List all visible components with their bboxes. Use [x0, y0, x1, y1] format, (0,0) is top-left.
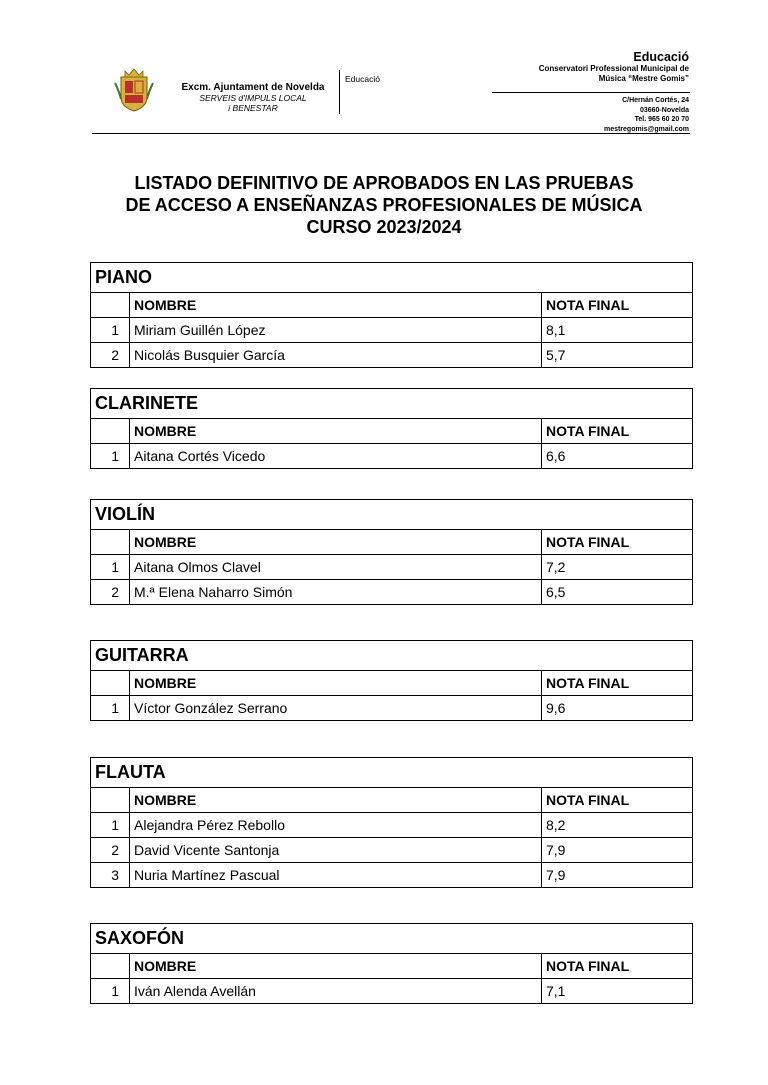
grade-header: NOTA FINAL [542, 419, 693, 444]
final-grade: 6,5 [542, 580, 693, 605]
final-grade: 5,7 [542, 343, 693, 368]
table-row [91, 696, 693, 721]
phone-number: Tel. 965 60 20 70 [634, 116, 689, 123]
section-flauta [90, 757, 692, 888]
department-label-left: Educació [345, 74, 380, 84]
table-row [91, 343, 693, 368]
index-header [91, 419, 130, 444]
student-name: Aitana Cortés Vicedo [130, 444, 542, 469]
row-index: 2 [91, 343, 130, 368]
instrument-title: CLARINETE [91, 389, 693, 419]
section-clarinete [90, 388, 692, 469]
name-header: NOMBRE [130, 954, 542, 979]
row-index: 1 [91, 979, 130, 1004]
row-index: 1 [91, 696, 130, 721]
department-label-right: Educació [633, 50, 689, 64]
name-header: NOMBRE [130, 788, 542, 813]
final-grade: 7,9 [542, 863, 693, 888]
row-index: 3 [91, 863, 130, 888]
title-line-1: LISTADO DEFINITIVO DE APROBADOS EN LAS PRUEBAS [134, 173, 634, 193]
index-header [91, 671, 130, 696]
row-index: 1 [91, 555, 130, 580]
instrument-title: FLAUTA [91, 758, 693, 788]
student-name: Aitana Olmos Clavel [130, 555, 542, 580]
address-line-2: 03660-Novelda [639, 106, 689, 114]
table-row [91, 444, 693, 469]
grade-header: NOTA FINAL [542, 530, 693, 555]
org-subtitle-2: i BENESTAR [228, 103, 278, 113]
results-table [90, 757, 693, 888]
final-grade: 8,1 [542, 318, 693, 343]
grade-header: NOTA FINAL [542, 671, 693, 696]
letterhead [0, 0, 768, 140]
student-name: M.ª Elena Naharro Simón [130, 580, 542, 605]
grade-header: NOTA FINAL [542, 788, 693, 813]
student-name: Miriam Guillén López [130, 318, 542, 343]
instrument-title: GUITARRA [91, 641, 693, 671]
conservatori-line-2: Música “Mestre Gomis” [598, 74, 689, 83]
name-header: NOMBRE [130, 419, 542, 444]
contact-block [604, 96, 689, 134]
final-grade: 9,6 [542, 696, 693, 721]
results-table [90, 923, 693, 1004]
section-guitarra [90, 640, 692, 721]
row-index: 1 [91, 813, 130, 838]
results-table [90, 262, 693, 368]
title-line-2: DE ACCESO A ENSEÑANZAS PROFESIONALES DE MÚSICA [125, 195, 643, 215]
name-header: NOMBRE [130, 671, 542, 696]
index-header [91, 954, 130, 979]
table-row [91, 979, 693, 1004]
student-name: David Vicente Santonja [130, 838, 542, 863]
final-grade: 7,2 [542, 555, 693, 580]
table-row [91, 318, 693, 343]
title-line-3: CURSO 2023/2024 [306, 217, 462, 237]
header-rule-short [492, 92, 690, 93]
student-name: Iván Alenda Avellán [130, 979, 542, 1004]
conservatori-block [539, 50, 689, 84]
address-line-1: C/Hernán Cortés, 24 [622, 97, 689, 104]
instrument-title: SAXOFÓN [91, 924, 693, 954]
table-row [91, 555, 693, 580]
results-table [90, 499, 693, 605]
results-table [90, 640, 693, 721]
final-grade: 8,2 [542, 813, 693, 838]
name-header: NOMBRE [130, 530, 542, 555]
coat-of-arms-icon [113, 67, 155, 113]
table-row [91, 863, 693, 888]
table-row [91, 580, 693, 605]
org-subtitle-1: SERVEIS d'IMPULS LOCAL [199, 93, 307, 103]
student-name: Nuria Martínez Pascual [130, 863, 542, 888]
row-index: 1 [91, 444, 130, 469]
row-index: 2 [91, 580, 130, 605]
grade-header: NOTA FINAL [542, 954, 693, 979]
index-header [91, 530, 130, 555]
final-grade: 6,6 [542, 444, 693, 469]
row-index: 2 [91, 838, 130, 863]
final-grade: 7,1 [542, 979, 693, 1004]
table-row [91, 813, 693, 838]
section-saxofon [90, 923, 692, 1004]
header-rule-long [92, 133, 690, 134]
email-address: mestregomis@gmail.com [603, 125, 689, 133]
header-divider [339, 70, 340, 114]
student-name: Alejandra Pérez Rebollo [130, 813, 542, 838]
student-name: Nicolás Busquier García [130, 343, 542, 368]
org-name: Excm. Ajuntament de Novelda [181, 82, 325, 93]
index-header [91, 788, 130, 813]
results-table [90, 388, 693, 469]
table-row [91, 838, 693, 863]
row-index: 1 [91, 318, 130, 343]
index-header [91, 293, 130, 318]
conservatori-line-1: Conservatori Professional Municipal de [538, 64, 689, 73]
name-header: NOMBRE [130, 293, 542, 318]
section-piano [90, 262, 692, 368]
page-title [60, 172, 708, 238]
municipality-block [168, 82, 338, 113]
section-violin [90, 499, 692, 605]
final-grade: 7,9 [542, 838, 693, 863]
instrument-title: VIOLÍN [91, 500, 693, 530]
student-name: Víctor González Serrano [130, 696, 542, 721]
instrument-title: PIANO [91, 263, 693, 293]
grade-header: NOTA FINAL [542, 293, 693, 318]
